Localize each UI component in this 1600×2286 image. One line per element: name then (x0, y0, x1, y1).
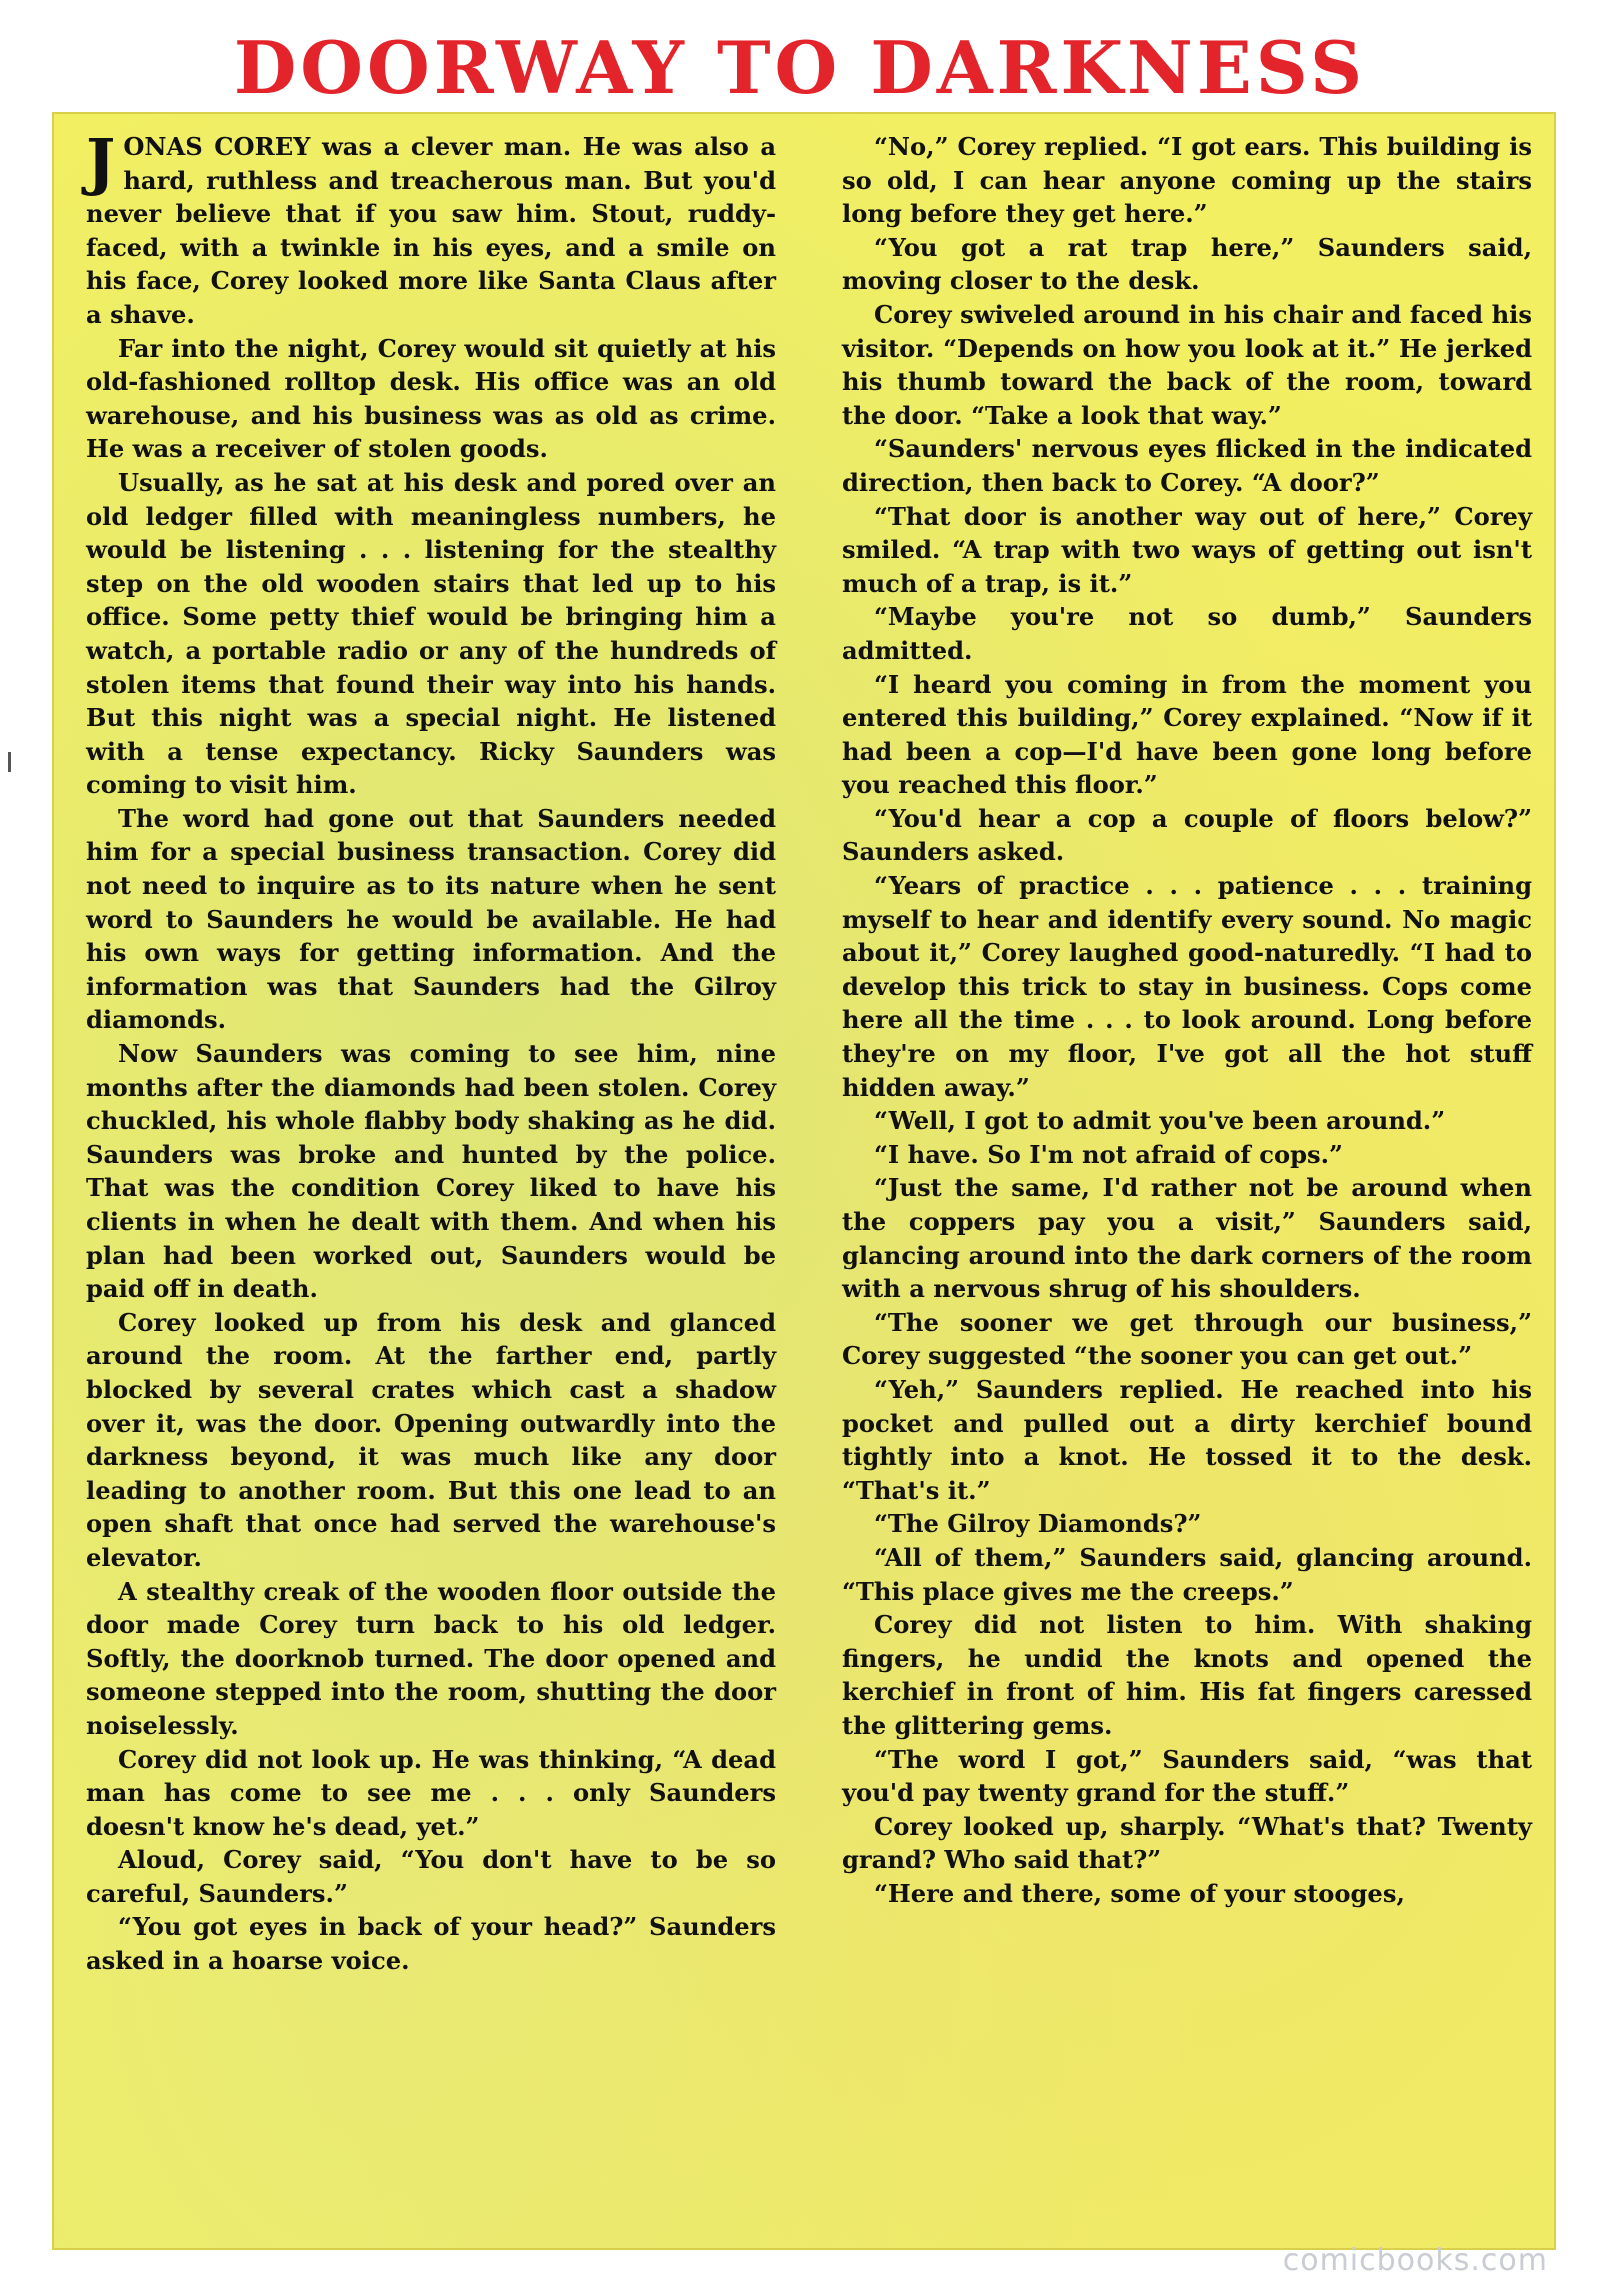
paragraph: Far into the night, Corey would sit quietly at his old-fashioned rolltop desk. His office was an old warehouse, and his business was as old as crime. He was a receiver of stolen goods. (86, 333, 776, 464)
paragraph: “Maybe you're not so dumb,” Saunders admitted. (842, 602, 1532, 665)
paragraph: “I heard you coming in from the moment you entered this building,” Corey explained. “Now if it had been a cop—I'd have been gone long before you reached this floor.” (842, 669, 1532, 800)
story-title: DOORWAY TO DARKNESS (233, 25, 1367, 110)
paragraph: Corey looked up, sharply. “What's that? Twenty grand? Who said that?” (842, 1811, 1532, 1875)
paragraph: Corey did not look up. He was thinking, “A dead man has come to see me . . . only Saunders doesn't know he's dead, yet.” (86, 1744, 776, 1841)
paragraph: “All of them,” Saunders said, glancing around. “This place gives me the creeps.” (842, 1542, 1532, 1606)
paragraph: “You got a rat trap here,” Saunders said, moving closer to the desk. (842, 232, 1532, 296)
paragraph: “The Gilroy Diamonds?” (874, 1509, 1202, 1539)
paragraph (86, 125, 776, 332)
paragraph: “You'd hear a cop a couple of floors below?” Saunders asked. (842, 803, 1532, 867)
margin-mark (8, 752, 11, 772)
paragraph-text: ONAS COREY was a clever man. He was also a hard, ruthless and treacherous man. But you'd never believe that if you saw him. Stout, ruddy-faced, with a twinkle in his eyes, and a smile on his face, Corey looked more like Santa Claus after a shave. (86, 132, 776, 329)
paragraph: “The sooner we get through our business,” Corey suggested “the sooner you can get out.” (842, 1307, 1532, 1371)
paragraph: Corey did not listen to him. With shaking fingers, he undid the knots and opened the kerchief in front of him. His fat fingers caressed the glittering gems. (842, 1610, 1532, 1740)
left-column (86, 125, 776, 1978)
paragraph: “The word I got,” Saunders said, “was that you'd pay twenty grand for the stuff.” (842, 1744, 1532, 1808)
paragraph: “You got eyes in back of your head?” Saunders asked in a hoarse voice. (86, 1912, 776, 1976)
paragraph: “Just the same, I'd rather not be around when the coppers pay you a visit,” Saunders said, glancing around into the dark corners of the room with a nervous shrug of his shoulders. (842, 1173, 1532, 1304)
paragraph: Aloud, Corey said, “You don't have to be so careful, Saunders.” (86, 1845, 776, 1908)
paragraph: A stealthy creak of the wooden floor outside the door made Corey turn back to his old ledger. Softly, the doorknob turned. The door opened and someone stepped into the room, shutting the door noiselessly. (86, 1576, 776, 1740)
paragraph: “I have. So I'm not afraid of cops.” (874, 1139, 1343, 1169)
paragraph: “Here and there, some of your stooges, (874, 1878, 1405, 1908)
paragraph: “That door is another way out of here,” Corey smiled. “A trap with two ways of getting out isn't much of a trap, is it.” (842, 501, 1532, 598)
site-watermark: comicbooks.com (1282, 2243, 1548, 2278)
paragraph: The word had gone out that Saunders needed him for a special business transaction. Corey did not need to inquire as to its nature when he sent word to Saunders he would be available. He had his own ways for getting information. And the information was that Saunders had the Gilroy diamonds. (86, 803, 776, 1035)
paragraph: Now Saunders was coming to see him, nine months after the diamonds had been stolen. Corey chuckled, his whole flabby body shaking as he did. Saunders was broke and hunted by the police. That was the condition Corey liked to have his clients in when he dealt with them. And when his plan had been worked out, Saunders would be paid off in death. (86, 1039, 776, 1304)
right-column (842, 130, 1532, 1910)
paragraph: “No,” Corey replied. “I got ears. This building is so old, I can hear anyone coming up the stairs long before they get here.” (842, 132, 1532, 229)
paragraph: “Saunders' nervous eyes flicked in the indicated direction, then back to Corey. “A door?” (842, 434, 1532, 497)
paragraph: “Years of practice . . . patience . . . training myself to hear and identify every sound. No magic about it,” Corey laughed good-naturedly. “I had to develop this trick to stay in business. Cops come here all the time . . . to look around. Long before they're on my floor, I've got all the hot stuff hidden away.” (842, 871, 1532, 1102)
paragraph: “Well, I got to admit you've been around.” (874, 1106, 1446, 1136)
drop-cap: J (86, 125, 116, 198)
paragraph: Usually, as he sat at his desk and pored over an old ledger filled with meaningless numbers, he would be listening . . . listening for the stealthy step on the old wooden stairs that led up to his office. Some petty thief would be bringing him a watch, a portable radio or any of the hundreds of stolen items that found their way into his hands. But this night was a special night. He listened with a tense expectancy. Ricky Saunders was coming to visit him. (86, 467, 776, 800)
paragraph: Corey swiveled around in his chair and faced his visitor. “Depends on how you look at it.” He jerked his thumb toward the back of the room, toward the door. “Take a look that way.” (842, 299, 1532, 430)
paragraph: Corey looked up from his desk and glanced around the room. At the farther end, partly blocked by several crates which cast a shadow over it, was the door. Opening outwardly into the darkness beyond, it was much like any door leading to another room. But this one lead to an open shaft that once had served the warehouse's elevator. (86, 1307, 776, 1572)
paragraph: “Yeh,” Saunders replied. He reached into his pocket and pulled out a dirty kerchief bound tightly into a knot. He tossed it to the desk. “That's it.” (842, 1374, 1532, 1505)
